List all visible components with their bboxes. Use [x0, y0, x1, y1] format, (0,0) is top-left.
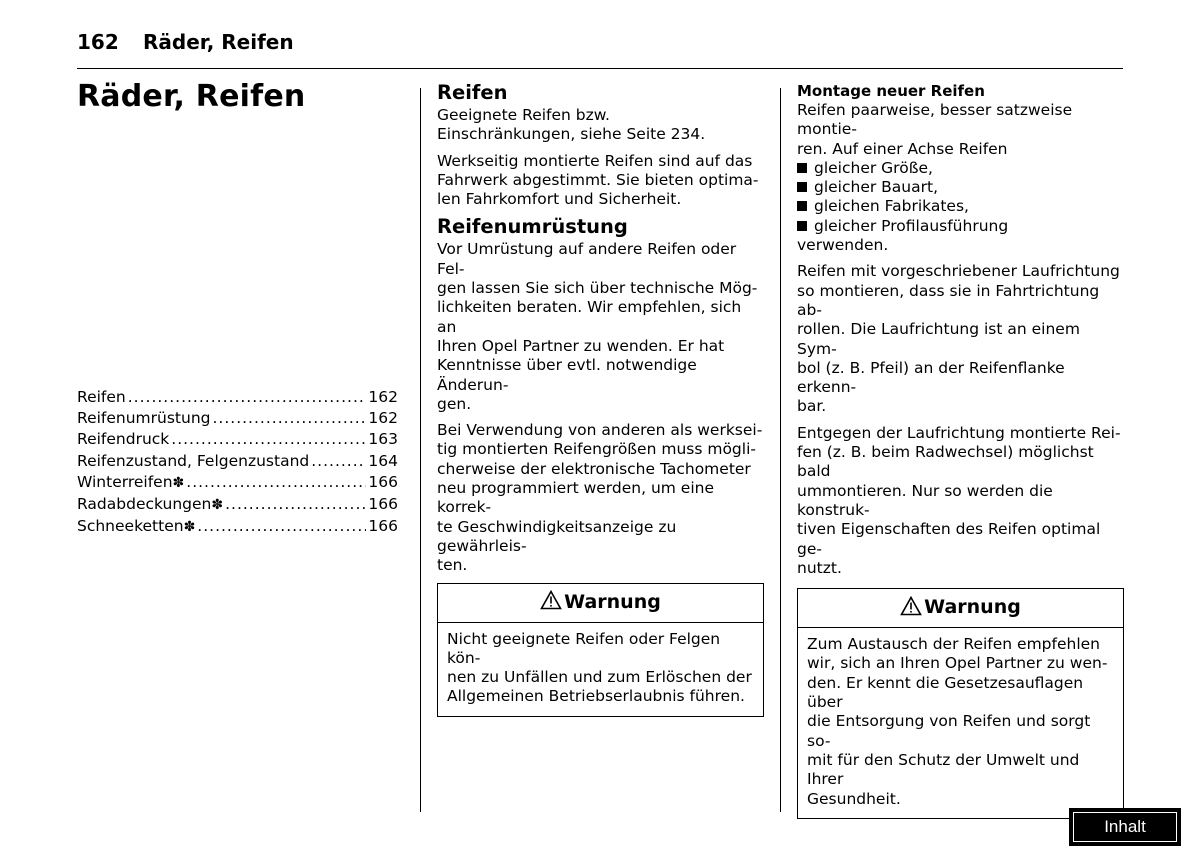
- section-heading-reifen: Reifen: [437, 81, 508, 104]
- table-of-contents: [77, 387, 398, 538]
- toc-leader-dots: [197, 516, 366, 537]
- text-line: Reifen mit vorgeschriebener Laufrichtung: [797, 262, 1120, 281]
- paragraph-umruestung-2: [437, 421, 764, 575]
- toc-leader-dots: [213, 408, 367, 429]
- list-item-text: gleicher Größe,: [814, 158, 933, 177]
- warning-title: Warnung: [924, 596, 1021, 619]
- toc-entry-page: 166: [368, 472, 398, 491]
- toc-entry-page: 162: [368, 388, 398, 406]
- toc-leader-dots: [311, 451, 366, 472]
- text-line: Reifen paarweise, besser satzweise montie-: [797, 101, 1073, 139]
- toc-entry-page: 163: [368, 430, 398, 449]
- paragraph-montage-intro: [797, 101, 1124, 159]
- text-line: ummontieren. Nur so werden die konstruk-: [797, 481, 1053, 519]
- toc-entry-label: Schneeketten: [77, 517, 184, 536]
- column-right: [797, 82, 1124, 819]
- text-line: nutzt.: [797, 558, 842, 577]
- square-bullet-icon: [797, 163, 807, 173]
- text-line: gen.: [437, 394, 472, 413]
- text-line: Entgegen der Laufrichtung montierte Rei-: [797, 423, 1121, 442]
- text-line: tig montierten Reifengrößen muss mögli-: [437, 440, 756, 459]
- text-line: Ihren Opel Partner zu wenden. Er hat: [437, 336, 725, 355]
- text-line: Zum Austausch der Reifen empfehlen: [807, 635, 1101, 654]
- text-line: ten.: [437, 556, 468, 575]
- list-item: [797, 159, 1124, 178]
- toc-entry[interactable]: [77, 516, 398, 538]
- square-bullet-icon: [797, 182, 807, 192]
- snowflake-icon: ✽: [172, 474, 185, 491]
- toc-leader-dots: [128, 387, 367, 408]
- page-title: Räder, Reifen: [77, 79, 306, 114]
- toc-entry-page: 166: [368, 517, 398, 536]
- warning-text: [438, 623, 763, 716]
- snowflake-icon: ✽: [211, 497, 224, 514]
- toc-entry[interactable]: [77, 408, 398, 429]
- text-line: Kenntnisse über evtl. notwendige Änderun-: [437, 356, 697, 394]
- text-line: Werkseitig montierte Reifen sind auf das: [437, 151, 753, 170]
- toc-entry[interactable]: [77, 472, 398, 494]
- header-title: Räder, Reifen: [143, 30, 294, 54]
- text-line: ren. Auf einer Achse Reifen: [797, 139, 1008, 158]
- list-item: [797, 178, 1124, 197]
- bullet-list: [797, 159, 1124, 236]
- text-line: gen lassen Sie sich über technische Mög-: [437, 279, 758, 298]
- paragraph-laufrichtung: [797, 262, 1124, 416]
- square-bullet-icon: [797, 221, 807, 231]
- toc-entry-label: Reifendruck: [77, 430, 170, 449]
- toc-entry-page: 164: [368, 451, 398, 470]
- list-item-text: gleicher Bauart,: [814, 178, 938, 197]
- text-line: neu programmiert werden, um eine korrek-: [437, 479, 715, 517]
- toc-entry-label: Winterreifen: [77, 472, 173, 491]
- toc-entry-page: 166: [368, 495, 398, 514]
- warning-box-reifen: [437, 583, 764, 717]
- warning-text: [798, 628, 1123, 818]
- text-line: wir, sich an Ihren Opel Partner zu wen-: [807, 654, 1108, 673]
- paragraph-umruestung-1: [437, 240, 764, 414]
- toc-entry-label: Reifenumrüstung: [77, 409, 211, 428]
- list-item-text: gleichen Fabrikates,: [814, 197, 969, 216]
- list-item: [797, 217, 1124, 236]
- column-divider-right: [780, 88, 781, 812]
- text-line: Allgemeinen Betriebserlaubnis führen.: [447, 687, 745, 706]
- text-line: tiven Eigenschaften des Reifen optimal ge-: [797, 520, 1101, 558]
- text-line: rollen. Die Laufrichtung ist an einem Sym-: [797, 320, 1080, 358]
- warning-box-entsorgung: [797, 588, 1124, 819]
- warning-header: [798, 589, 1123, 628]
- toc-entry[interactable]: [77, 451, 398, 472]
- toc-entry[interactable]: [77, 494, 398, 516]
- warning-triangle-icon: [900, 596, 922, 620]
- column-middle: [437, 82, 764, 717]
- warning-title: Warnung: [564, 590, 661, 613]
- toc-leader-dots: [171, 429, 366, 450]
- toc-entry[interactable]: [77, 387, 398, 408]
- toc-entry[interactable]: [77, 429, 398, 450]
- paragraph-montage-verwenden: verwenden.: [797, 236, 889, 255]
- text-line: lichkeiten beraten. Wir empfehlen, sich an: [437, 298, 742, 336]
- page-number: 162: [77, 30, 119, 54]
- square-bullet-icon: [797, 201, 807, 211]
- text-line: fen (z. B. beim Radwechsel) möglichst bald: [797, 443, 1094, 481]
- section-heading-reifenumruestung: Reifenumrüstung: [437, 215, 628, 239]
- list-item: [797, 197, 1124, 216]
- text-line: so montieren, dass sie in Fahrtrichtung ab-: [797, 281, 1100, 319]
- toc-leader-dots: [186, 472, 366, 493]
- text-line: len Fahrkomfort und Sicherheit.: [437, 190, 682, 209]
- column-divider-left: [420, 88, 421, 812]
- paragraph-reifen-2: [437, 152, 764, 210]
- warning-triangle-icon: [540, 590, 562, 614]
- text-line: bol (z. B. Pfeil) an der Reifenflanke erkenn-: [797, 358, 1065, 397]
- header-rule: [77, 68, 1123, 69]
- text-line: Gesundheit.: [807, 789, 901, 808]
- subheading-montage: Montage neuer Reifen: [797, 82, 985, 100]
- paragraph-entgegen: [797, 424, 1124, 578]
- snowflake-icon: ✽: [183, 519, 196, 536]
- toc-entry-label: Reifenzustand, Felgenzustand: [77, 451, 310, 470]
- text-line: Vor Umrüstung auf andere Reifen oder Fel-: [437, 240, 737, 278]
- text-line: die Entsorgung von Reifen und sorgt so-: [807, 712, 1091, 750]
- toc-entry-label: Reifen: [77, 388, 126, 406]
- toc-entry-label: Radabdeckungen: [77, 495, 212, 514]
- text-line: den. Er kennt die Gesetzesauflagen über: [807, 673, 1084, 712]
- text-line: mit für den Schutz der Umwelt und Ihrer: [807, 750, 1080, 789]
- text-line: Bei Verwendung von anderen als werksei-: [437, 421, 763, 440]
- text-line: Nicht geeignete Reifen oder Felgen kön-: [447, 629, 721, 667]
- warning-header: [438, 584, 763, 623]
- paragraph-reifen-1: Geeignete Reifen bzw. Einschränkungen, siehe Seite 234.: [437, 106, 706, 144]
- toc-leader-dots: [225, 494, 366, 515]
- text-line: cherweise der elektronische Tachometer: [437, 459, 751, 478]
- text-line: Fahrwerk abgestimmt. Sie bieten optima-: [437, 170, 759, 189]
- inhalt-button[interactable]: Inhalt: [1069, 808, 1181, 846]
- toc-entry-page: 162: [368, 409, 398, 428]
- list-item-text: gleicher Profilausführung: [814, 216, 1009, 235]
- text-line: bar.: [797, 397, 827, 416]
- text-line: te Geschwindigkeitsanzeige zu gewährleis-: [437, 517, 677, 555]
- text-line: nen zu Unfällen und zum Erlöschen der: [447, 668, 752, 687]
